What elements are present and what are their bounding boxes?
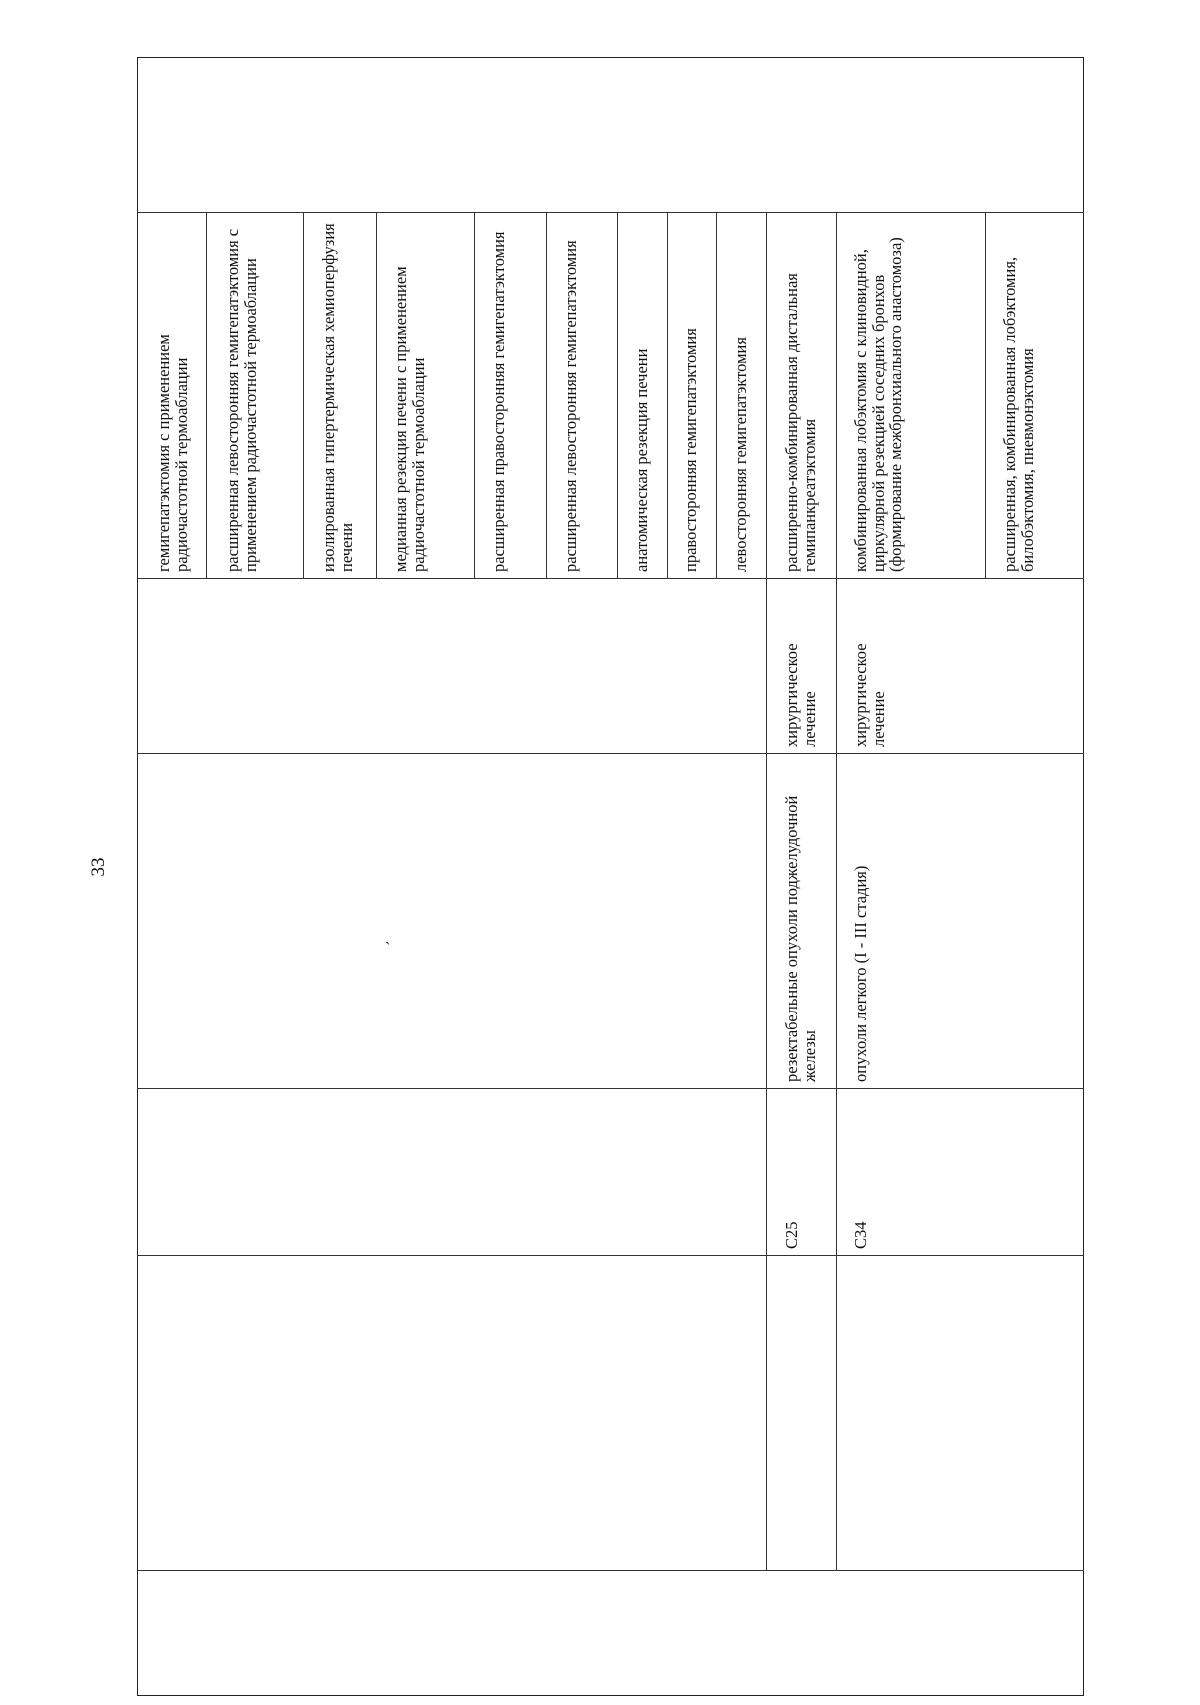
divider-left-column <box>137 1570 1084 1571</box>
method-cell: комбинированная лобэктомия с клиновидной, циркулярной резекцией соседних бронхов (формирование межбронхиального анастомоза) <box>851 237 905 572</box>
diagnosis-cell: резектабельные опухоли поджелудочной железы <box>782 795 819 1082</box>
row-divider <box>376 212 377 578</box>
row-divider <box>716 212 717 578</box>
code-cell: C25 <box>782 1221 801 1249</box>
diagnosis-cell: опухоли легкого (I - III стадия) <box>851 865 870 1082</box>
method-cell: левосторонняя гемигепатэктомия <box>731 337 750 572</box>
method-cell: расширенная правосторонняя гемигепатэктомия <box>489 231 508 572</box>
method-cell: анатомическая резекция печени <box>632 348 651 572</box>
divider-diagnosis <box>137 1088 1084 1089</box>
code-cell: C34 <box>851 1221 870 1249</box>
row-divider <box>303 212 304 578</box>
method-cell: расширенная левосторонняя гемигепатэктомия с применением радиочастотной термоаблации <box>223 228 260 572</box>
divider-code <box>137 1255 1084 1256</box>
row-divider <box>474 212 475 578</box>
method-cell: изолированная гипертермическая хемиоперфузия печени <box>319 223 356 572</box>
method-cell: правосторонняя гемигепатэктомия <box>681 328 700 572</box>
row-divider <box>985 212 986 578</box>
row-divider <box>546 212 547 578</box>
method-cell: медианная резекция печени с применением радиочастотной термоаблации <box>391 266 428 572</box>
method-cell: расширенно-комбинированная дистальная гемипанкреатэктомия <box>782 273 819 572</box>
page-number: 33 <box>88 857 109 877</box>
method-cell: гемигепатэктомия с применением радиочастотной термоаблации <box>154 334 191 572</box>
row-divider <box>836 212 837 1570</box>
row-divider <box>617 212 618 578</box>
row-divider <box>667 212 668 578</box>
method-cell: расширенная левосторонняя гемигепатэктомия <box>561 240 580 572</box>
row-divider <box>766 212 767 1570</box>
treatment-cell: хирургическое лечение <box>851 643 888 747</box>
treatment-cell: хирургическое лечение <box>782 643 819 747</box>
divider-treatment <box>137 753 1084 754</box>
divider-method <box>137 578 1084 579</box>
method-cell: расширенная, комбинированная лобэктомия, билобэктомия, пневмонэктомия <box>1000 256 1037 572</box>
divider-main-columns <box>137 212 1084 213</box>
table-frame <box>137 57 1084 1696</box>
stray-mark: ˏ <box>385 928 391 945</box>
row-divider <box>206 212 207 578</box>
